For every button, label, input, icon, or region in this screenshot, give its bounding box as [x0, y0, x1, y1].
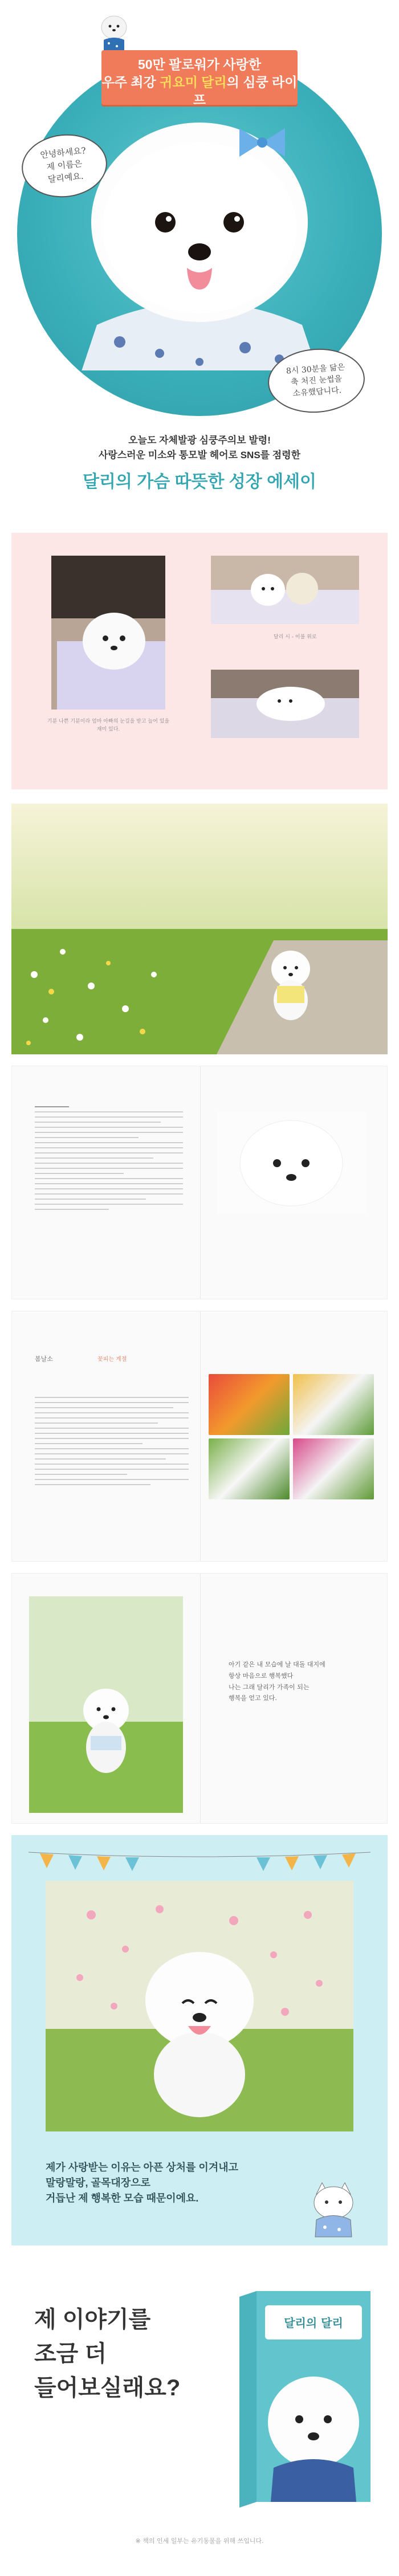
flower-petal-panel — [11, 1835, 388, 2245]
page-fold — [200, 1311, 201, 1561]
footnote: ※ 책의 인세 일부는 유기동물을 위해 쓰입니다. — [135, 2537, 264, 2545]
intro-line-2: 사랑스러운 미소와 통모발 헤어로 SNS를 점령한 — [98, 450, 301, 460]
flower-photo — [293, 1374, 374, 1435]
photo-caption-right: 달리 시 - 이불 위로 — [274, 634, 317, 640]
book-promo-section — [0, 2268, 399, 2576]
dog-portrait — [74, 108, 325, 370]
dog-mascot-icon — [94, 10, 134, 56]
flower-photo — [293, 1438, 374, 1499]
headline-ribbon — [101, 50, 298, 108]
book-page-preview-3 — [11, 1311, 388, 1562]
page-quote: 아기 같은 내 모습에 날 대돌 대지에 항상 마음으로 행복했다 나는 그래 달리가 가족이 되는 행복을 얻고 있다. — [229, 1661, 325, 1702]
panel-message: 제가 사랑받는 이유는 아픈 상처를 이겨내고 말랑말랑, 골목대장으로 거듭난 제 행복한 모습 때문이에요. — [46, 2162, 238, 2204]
photo-dog-in-flower-field — [11, 804, 388, 1054]
promo-headline: 제 이야기를 조금 더 들어보실래요? — [34, 2307, 181, 2400]
photo-dog-on-bed — [51, 556, 165, 710]
body-text-block — [35, 1397, 189, 1489]
speech-bubble-left: 안녕하세요? 제 이름은 달리예요. — [19, 130, 111, 201]
speech-bubble-right: 8시 30분을 닮은 축 처진 눈썹을 소유했답니다. — [266, 345, 367, 416]
book-cover[interactable] — [239, 2291, 370, 2508]
hero-section — [0, 0, 399, 422]
book-page-preview-4 — [11, 1573, 388, 1824]
photo-dog-on-grass — [29, 1596, 183, 1813]
ribbon-line-2: 우주 최강 귀요미 달리의 심쿵 라이프 — [101, 75, 298, 108]
page-fold — [200, 1066, 201, 1299]
chapter-heading: 봄날소 — [35, 1355, 53, 1363]
flower-photo — [209, 1374, 290, 1435]
photo-dog-closeup — [217, 1112, 365, 1214]
flower-photo-grid — [209, 1374, 374, 1499]
photo-dog-with-toy — [211, 556, 359, 624]
chapter-subheading: 꽃피는 계절 — [97, 1356, 127, 1363]
ribbon-line-1: 50만 팔로워가 사랑한 — [137, 57, 262, 72]
intro-line-1: 오늘도 자체발광 심쿵주의보 발령! — [128, 435, 271, 446]
book-title: 달리의 달리 — [284, 2316, 343, 2330]
photo-dog-with-petals — [46, 1881, 353, 2131]
flower-photo — [209, 1438, 290, 1499]
book-page-preview-1 — [11, 533, 388, 789]
intro-section — [0, 433, 399, 524]
page-fold — [200, 1574, 201, 1823]
photo-caption-left: 기분 나쁜 기분이라 엄마 아빠의 눈길을 받고 늘어 있을 재미 있다. — [47, 719, 170, 732]
ribbon-highlight: 귀요미 달리 — [160, 75, 227, 90]
meadow-photo-panel — [11, 804, 388, 1054]
book-page-preview-2 — [11, 1066, 388, 1299]
bunting-decoration — [28, 1850, 370, 1873]
body-text-block — [35, 1106, 183, 1214]
photo-dog-lying — [211, 670, 359, 738]
intro-title: 달리의 가슴 따뜻한 성장 에세이 — [82, 472, 317, 491]
cat-illustration-icon — [299, 2177, 368, 2240]
